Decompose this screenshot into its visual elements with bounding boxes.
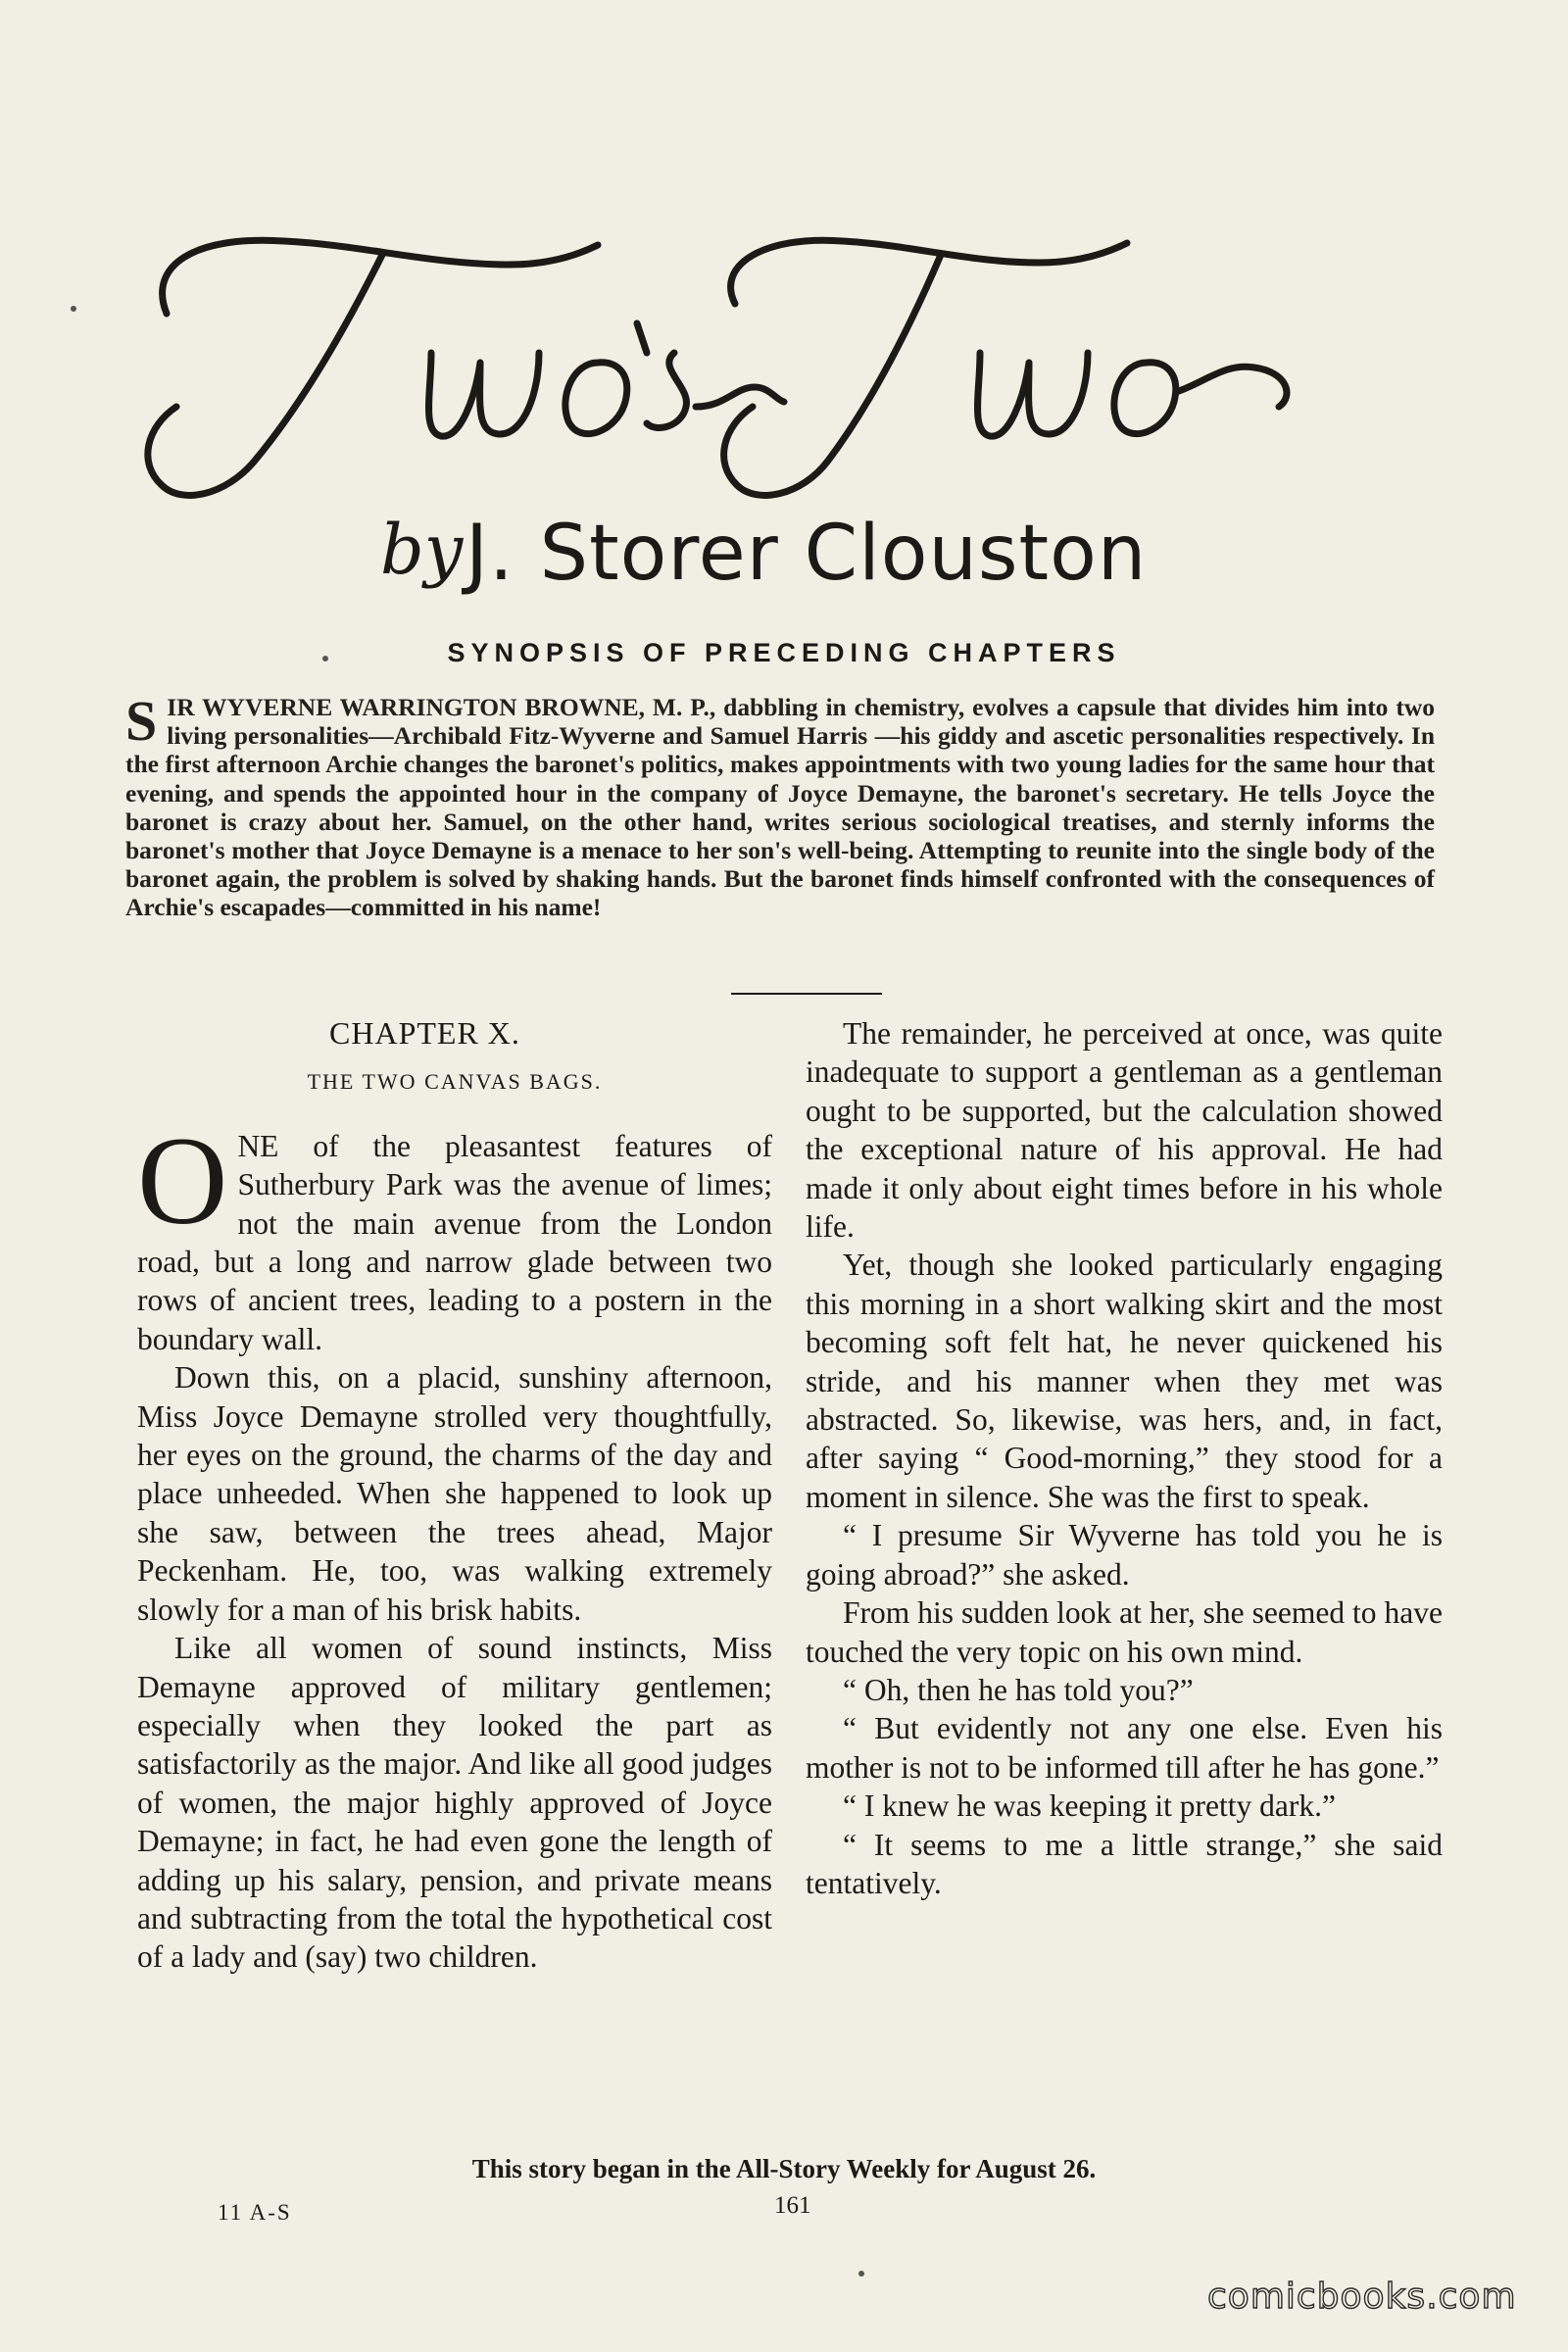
paragraph: Like all women of sound instincts, Miss Demayne approved of military gentlemen; especially when they looked the part as satisfactorily as the major. And like all good judges of women, the major highly approved of Joyce Demayne; in fact, he had even gone the length of adding up his salary, pension, and private means and subtracting from the total the hypothetical cost of a lady and (say) two children. — [137, 1631, 772, 1975]
right-column — [806, 1014, 1443, 1902]
first-paragraph — [137, 1110, 772, 1358]
paragraph: “ I knew he was keeping it pretty dark.” — [843, 1788, 1336, 1824]
print-speck — [322, 656, 328, 662]
left-column — [137, 1014, 772, 1977]
story-title — [137, 206, 1431, 519]
first-paragraph-text: NE of the pleasantest features of Sutherbury Park was the avenue of limes; not the main avenue from the London road, but a long and narrow glade between two rows of ancient trees, leading to a postern in the boundary wall. — [137, 1128, 772, 1356]
byline-by: by — [380, 510, 464, 590]
synopsis-drop-cap: S — [125, 689, 158, 753]
paragraph: From his sudden look at her, she seemed to have touched the very topic on his own mind. — [806, 1595, 1443, 1669]
print-speck — [858, 2271, 864, 2277]
paragraph: “ I presume Sir Wyverne has told you he is going abroad?” she asked. — [806, 1518, 1443, 1592]
watermark: comicbooks.com — [1207, 2277, 1517, 2317]
signature-mark: 11 A-S — [218, 2200, 292, 2225]
byline-author: J. Storer Clouston — [466, 510, 1148, 598]
chapter-drop-cap: O — [137, 1110, 228, 1250]
synopsis-heading: SYNOPSIS OF PRECEDING CHAPTERS — [447, 638, 1121, 667]
paragraph: “ It seems to me a little strange,” she said tentatively. — [806, 1827, 1443, 1900]
page-number: 161 — [774, 2192, 811, 2219]
paragraph: “ But evidently not any one else. Even his mother is not to be informed till after he has gone.” — [806, 1711, 1443, 1785]
synopsis-text — [125, 689, 1435, 922]
synopsis-body: IR WYVERNE WARRINGTON BROWNE, M. P., dabbling in chemistry, evolves a capsule that divides him into two living personalities—Archibald Fitz-Wyverne and Samuel Harris —his giddy and ascetic personalities respectively. In the first afternoon Archie changes the baronet's politics, makes appointments with two young ladies for the same hour that evening, and spends the appointed hour in the company of Joyce Demayne, the baronet's secretary. He tells Joyce the baronet is crazy about her. Samuel, on the other hand, writes serious sociological treatises, and sternly informs the baronet's mother that Joyce Demayne is a menace to her son's well-being. Attempting to reunite into the single body of the baronet again, the problem is solved by shaking hands. But the baronet finds himself confronted with the consequences of Archie's escapades—committed in his name! — [125, 693, 1435, 922]
story-began-note: This story began in the All-Story Weekly for August 26. — [471, 2154, 1097, 2183]
print-speck — [71, 306, 76, 312]
paragraph: Down this, on a placid, sunshiny afternoon, Miss Joyce Demayne strolled very thoughtfully, her eyes on the ground, the charms of the day and place unheeded. When she happened to look up she saw, between the trees ahead, Major Peckenham. He, too, was walking extremely slowly for a man of his brisk habits. — [137, 1360, 772, 1627]
paragraph: “ Oh, then he has told you?” — [843, 1672, 1194, 1707]
section-divider — [731, 993, 882, 995]
chapter-heading: CHAPTER X. — [329, 1015, 520, 1051]
paragraph: The remainder, he perceived at once, was quite inadequate to support a gentleman as a gentleman ought to be supported, but the calculation showed the exceptional nature of his approval. He had made it only about eight times before in his whole life. — [806, 1016, 1443, 1245]
paragraph: Yet, though she looked particularly engaging this morning in a short walking skirt and the most becoming soft felt hat, he never quickened his stride, and his manner when they met was abstracted. So, likewise, was hers, and, in fact, after saying “ Good-morning,” they stood for a moment in silence. She was the first to speak. — [806, 1248, 1443, 1514]
chapter-subtitle: THE TWO CANVAS BAGS. — [307, 1069, 603, 1095]
